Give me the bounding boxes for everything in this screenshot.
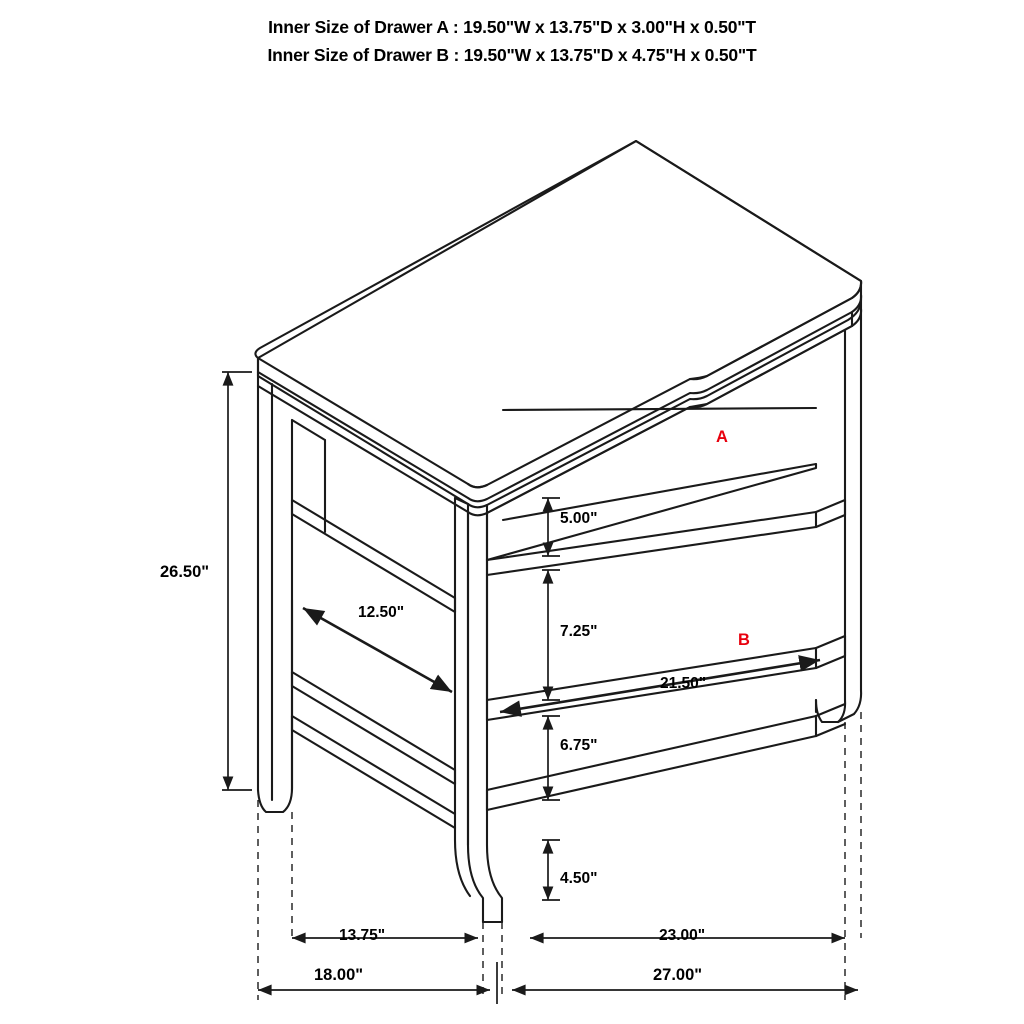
dim-front-leg-span: 23.00" — [659, 927, 706, 944]
dim-leg-height: 4.50" — [560, 870, 598, 887]
drawer-marker-b: B — [738, 631, 750, 649]
dim-front-inner-width: 21.50" — [660, 675, 707, 692]
dim-overall-width: 27.00" — [653, 966, 703, 984]
dim-side-leg-span: 13.75" — [339, 927, 386, 944]
dim-shelf-opening-middle-right: 7.25" — [560, 623, 598, 640]
table-body — [255, 141, 861, 922]
dim-shelf-opening-upper-right: 5.00" — [560, 510, 598, 527]
dim-shelf-opening-lower-right: 6.75" — [560, 737, 598, 754]
dim-overall-depth: 18.00" — [314, 966, 364, 984]
dim-overall-height: 26.50" — [160, 563, 210, 581]
drawer-b-size-note: Inner Size of Drawer B : 19.50"W x 13.75"D x 4.75"H x 0.50"T — [267, 45, 757, 65]
drawer-a-size-note: Inner Size of Drawer A : 19.50"W x 13.75"D x 3.00"H x 0.50"T — [268, 17, 756, 37]
dim-side-inner-width: 12.50" — [358, 604, 405, 621]
drawer-marker-a: A — [716, 428, 728, 446]
